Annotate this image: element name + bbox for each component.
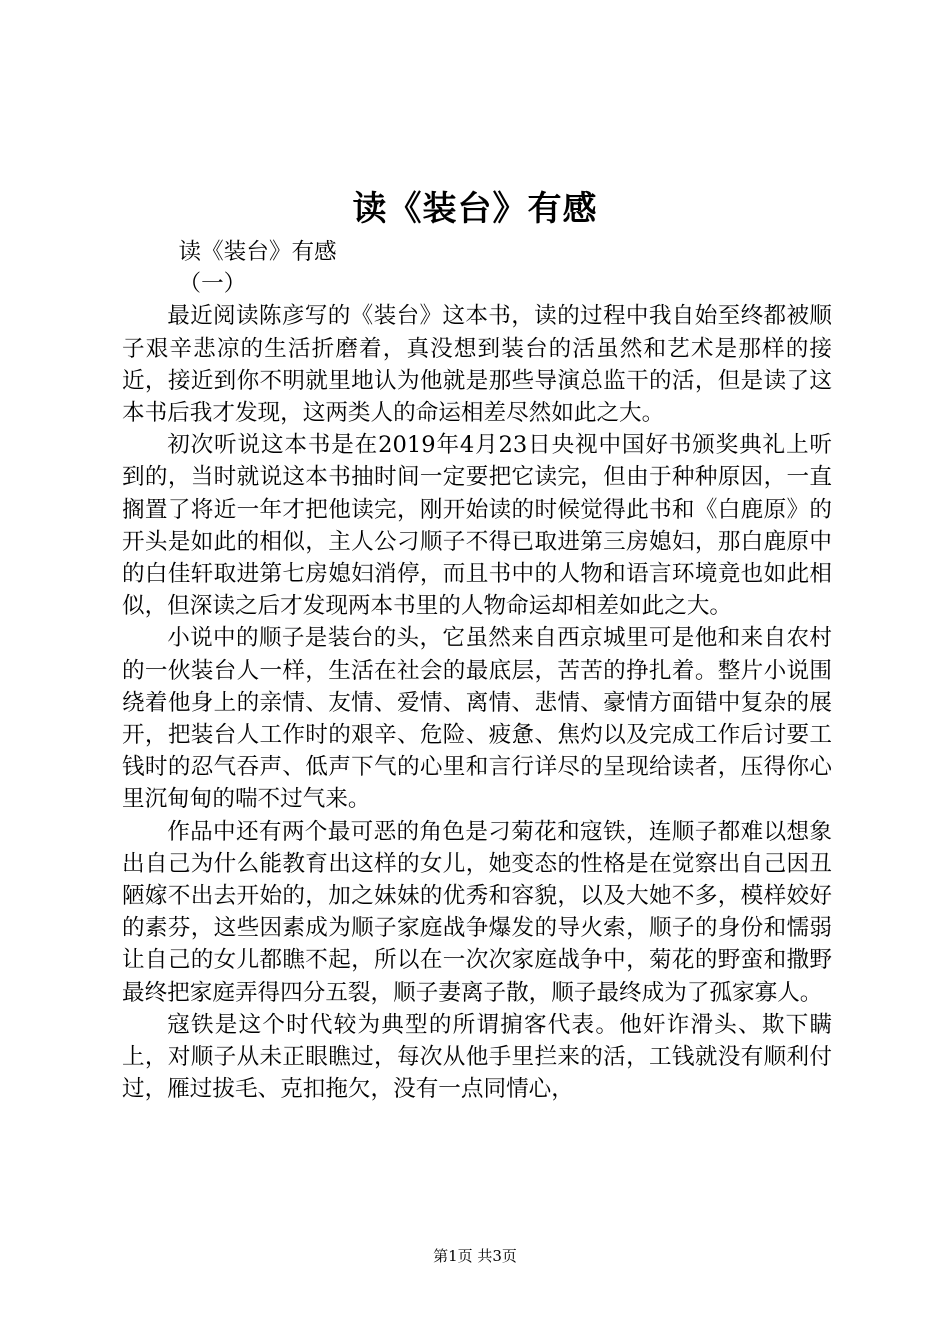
paragraph: 作品中还有两个最可恶的角色是刁菊花和寇铁，连顺子都难以想象出自己为什么能教育出这样的女儿，她变态的性格是在觉察出自己因丑陋嫁不出去开始的，加之妹妹的优秀和容貌，以及大她不多，模样姣好的素芬，这些因素成为顺子家庭战争爆发的导火索，顺子的身份和懦弱让自己的女儿都瞧不起，所以在一次次家庭战争中，菊花的野蛮和撒野最终把家庭弄得四分五裂，顺子妻离子散，顺子最终成为了孤家寡人。 bbox=[122, 818, 832, 1006]
page-footer: 第1页 共3页 bbox=[433, 1247, 517, 1265]
document-title: 读《装台》有感 bbox=[352, 189, 598, 229]
paragraph: 初次听说这本书是在2019年4月23日央视中国好书颁奖典礼上听到的，当时就说这本书抽时间一定要把它读完，但由于种种原因，一直搁置了将近一年才把他读完，刚开始读的时候觉得此书和《白鹿原》的开头是如此的相似，主人公刁顺子不得已取进第三房媳妇，那白鹿原中的白佳轩取进第七房媳妇消停，而且书中的人物和语言环境竟也如此相似，但深读之后才发现两本书里的人物命运却相差如此之大。 bbox=[122, 432, 832, 620]
document-subtitle: 读《装台》有感 bbox=[178, 239, 337, 265]
paragraph: 最近阅读陈彦写的《装台》这本书，读的过程中我自始至终都被顺子艰辛悲凉的生活折磨着，真没想到装台的活虽然和艺术是那样的接近，接近到你不明就里地认为他就是那些导演总监干的活，但是读了这本书后我才发现，这两类人的命运相差尽然如此之大。 bbox=[122, 303, 832, 427]
section-marker: （一） bbox=[178, 271, 247, 298]
document-body bbox=[122, 236, 832, 1105]
paragraph: 寇铁是这个时代较为典型的所谓掮客代表。他奸诈滑头、欺下瞒上，对顺子从未正眼瞧过，每次从他手里拦来的活，工钱就没有顺利付过，雁过拔毛、克扣拖欠，没有一点同情心， bbox=[122, 1011, 832, 1103]
paragraph: 小说中的顺子是装台的头，它虽然来自西京城里可是他和来自农村的一伙装台人一样，生活在社会的最底层，苦苦的挣扎着。整片小说围绕着他身上的亲情、友情、爱情、离情、悲情、豪情方面错中复杂的展开，把装台人工作时的艰辛、危险、疲惫、焦灼以及完成工作后讨要工钱时的忍气吞声、低声下气的心里和言行详尽的呈现给读者，压得你心里沉甸甸的喘不过气来。 bbox=[122, 625, 832, 813]
